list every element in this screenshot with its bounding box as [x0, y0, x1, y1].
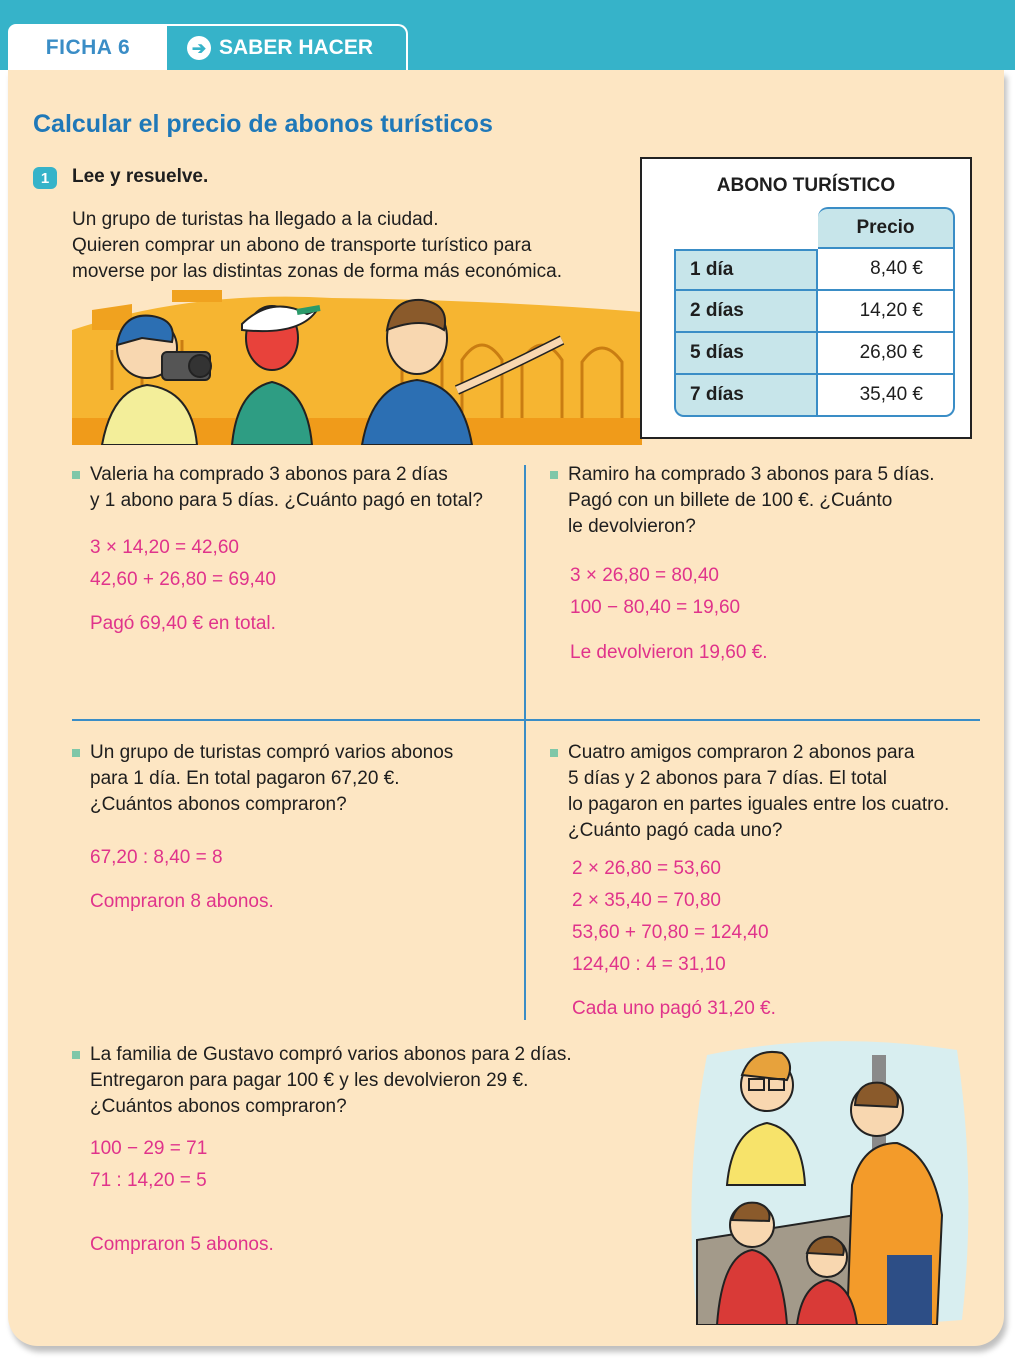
question-line: Un grupo de turistas compró varios abonos — [90, 742, 454, 763]
work-line: 3 × 26,80 = 80,40 — [570, 565, 719, 586]
problem-question — [72, 740, 522, 818]
question-line: Ramiro ha comprado 3 abonos para 5 días. — [568, 464, 935, 485]
work-line: 2 × 35,40 = 70,80 — [572, 890, 721, 911]
intro-line: Quieren comprar un abono de transporte turístico para — [72, 235, 532, 256]
section-tab — [165, 24, 408, 70]
question-line: Valeria ha comprado 3 abonos para 2 días — [90, 464, 448, 485]
intro-line: moverse por las distintas zonas de forma más económica. — [72, 261, 562, 282]
answer-line: Le devolvieron 19,60 €. — [570, 642, 768, 663]
section-label: SABER HACER — [219, 36, 374, 59]
problem-group-one-day — [72, 740, 522, 818]
bullet-icon — [72, 471, 80, 479]
arrow-right-circle-icon: ➔ — [187, 36, 211, 60]
page-title: Calcular el precio de abonos turísticos — [33, 110, 493, 138]
table-corner — [674, 207, 818, 249]
problem-question — [72, 1042, 672, 1120]
table-row — [674, 333, 955, 375]
work-line: 71 : 14,20 = 5 — [90, 1170, 207, 1191]
question-line: La familia de Gustavo compró varios abonos para 2 días. — [90, 1044, 572, 1065]
table-cell-duration: 2 días — [674, 291, 818, 333]
exercise-intro — [72, 207, 632, 285]
question-line: le devolvieron? — [568, 516, 696, 537]
intro-line: Un grupo de turistas ha llegado a la ciudad. — [72, 209, 439, 230]
price-table-title: ABONO TURÍSTICO — [716, 175, 896, 196]
table-cell-price: 8,40 € — [818, 249, 955, 291]
exercise-number: 1 — [33, 167, 57, 189]
work-line: 67,20 : 8,40 = 8 — [90, 847, 223, 868]
question-line: ¿Cuánto pagó cada uno? — [568, 820, 783, 841]
work-line: 53,60 + 70,80 = 124,40 — [572, 922, 769, 943]
answer-line: Compraron 5 abonos. — [90, 1234, 274, 1255]
question-line: lo pagaron en partes iguales entre los cuatro. — [568, 794, 950, 815]
question-line: para 1 día. En total pagaron 67,20 €. — [90, 768, 400, 789]
question-line: 5 días y 2 abonos para 7 días. El total — [568, 768, 887, 789]
work-line: 124,40 : 4 = 31,10 — [572, 954, 726, 975]
price-table — [674, 207, 955, 417]
work-line: 3 × 14,20 = 42,60 — [90, 537, 239, 558]
bullet-icon — [550, 749, 558, 757]
sheet-label-tab: FICHA 6 — [8, 24, 168, 72]
question-line: ¿Cuántos abonos compraron? — [90, 1096, 347, 1117]
bullet-icon — [72, 1051, 80, 1059]
work-line: 42,60 + 26,80 = 69,40 — [90, 569, 276, 590]
table-row — [674, 291, 955, 333]
answer-line: Cada uno pagó 31,20 €. — [572, 998, 776, 1019]
problem-ramiro — [550, 462, 990, 540]
bullet-icon — [72, 749, 80, 757]
question-line: Pagó con un billete de 100 €. ¿Cuánto — [568, 490, 893, 511]
answer-line: Compraron 8 abonos. — [90, 891, 274, 912]
problem-gustavo-family — [72, 1042, 672, 1120]
problem-valeria — [72, 462, 522, 514]
price-table-card — [640, 157, 972, 439]
question-line: y 1 abono para 5 días. ¿Cuánto pagó en total? — [90, 490, 483, 511]
bullet-icon — [550, 471, 558, 479]
problem-question — [550, 462, 990, 540]
table-row — [674, 375, 955, 417]
column-divider — [524, 465, 526, 1020]
question-line: Cuatro amigos compraron 2 abonos para — [568, 742, 915, 763]
tourists-illustration — [72, 290, 642, 445]
ticket-office-illustration — [687, 1035, 972, 1325]
work-line: 100 − 29 = 71 — [90, 1138, 208, 1159]
table-cell-duration: 5 días — [674, 333, 818, 375]
table-cell-price: 14,20 € — [818, 291, 955, 333]
problem-question — [550, 740, 990, 844]
work-line: 100 − 80,40 = 19,60 — [570, 597, 741, 618]
problem-question — [72, 462, 522, 514]
table-row — [674, 249, 955, 291]
table-cell-duration: 1 día — [674, 249, 818, 291]
table-cell-price: 26,80 € — [818, 333, 955, 375]
exercise-instruction: Lee y resuelve. — [72, 166, 209, 187]
table-cell-duration: 7 días — [674, 375, 818, 417]
work-line: 2 × 26,80 = 53,60 — [572, 858, 721, 879]
price-column-header: Precio — [818, 207, 955, 249]
table-cell-price: 35,40 € — [818, 375, 955, 417]
question-line: Entregaron para pagar 100 € y les devolvieron 29 €. — [90, 1070, 529, 1091]
answer-line: Pagó 69,40 € en total. — [90, 613, 276, 634]
question-line: ¿Cuántos abonos compraron? — [90, 794, 347, 815]
problem-four-friends — [550, 740, 990, 844]
row-divider — [72, 719, 980, 721]
